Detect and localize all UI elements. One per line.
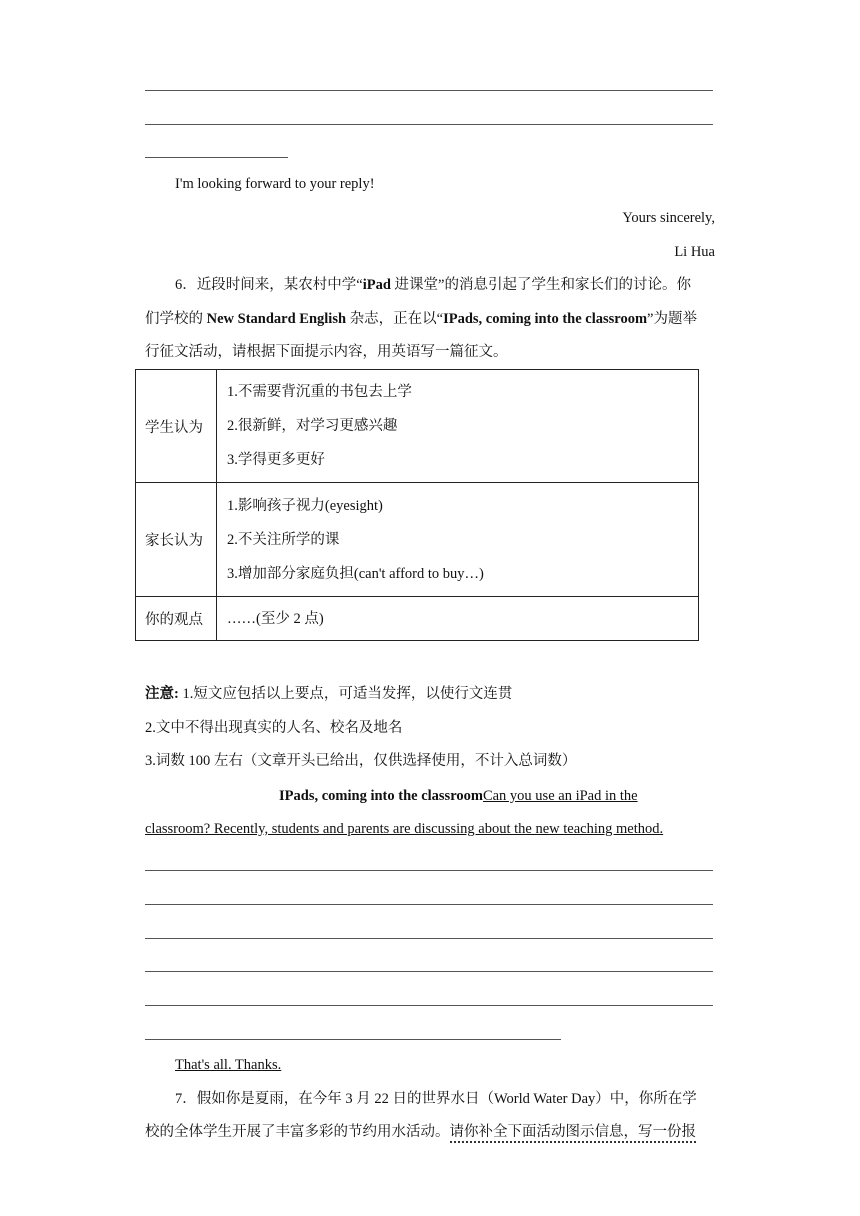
q7-prompt-line2 — [145, 1122, 696, 1142]
row-head: 学生认为 — [136, 370, 217, 483]
list-item: 2.不关注所学的课 — [227, 531, 340, 548]
q7-prompt-line1: 7．假如你是夏雨，在今年 3 月 22 日的世界水日（World Water Day）中，你所在学 — [175, 1091, 697, 1107]
answer-line[interactable] — [145, 90, 713, 91]
answer-line[interactable] — [145, 870, 713, 871]
answer-line[interactable] — [145, 124, 713, 125]
answer-line[interactable] — [145, 1005, 713, 1006]
q6-text: 们学校的 — [145, 311, 207, 327]
notes-line1 — [145, 684, 512, 704]
q6-prompt-line2 — [145, 309, 697, 329]
table-row — [136, 483, 699, 597]
row-content — [217, 483, 699, 597]
notes-label: 注意: — [145, 686, 179, 702]
row-content — [217, 597, 699, 641]
list-item: 1.影响孩子视力(eyesight) — [227, 497, 383, 514]
q6-magazine-name: New Standard English — [206, 311, 347, 327]
opinion-table — [135, 369, 699, 641]
row-head: 家长认为 — [136, 483, 217, 597]
q6-text: 6．近段时间来，某农村中学“ — [175, 277, 363, 293]
q6-text: 杂志，正在以“ — [346, 311, 444, 327]
row-content — [217, 370, 699, 483]
list-item: ……(至少 2 点) — [227, 610, 324, 627]
q6-bold-ipad: iPad — [362, 277, 391, 293]
table-row — [136, 597, 699, 641]
q6-essay-topic: IPads, coming into the classroom — [443, 311, 648, 327]
letter-signature: Li Hua — [674, 244, 715, 260]
essay-opening-cont: classroom? Recently, students and parents are discussing about the new teaching method. — [145, 821, 664, 837]
answer-line[interactable] — [145, 157, 288, 158]
essay-title-line — [279, 786, 638, 806]
q6-prompt-line3: 行征文活动，请根据下面提示内容，用英语写一篇征文。 — [145, 344, 508, 360]
q6-text: 进课堂”的消息引起了学生和家长们的讨论。你 — [390, 277, 691, 293]
notes-line2: 2.文中不得出现真实的人名、校名及地名 — [145, 720, 403, 736]
answer-line[interactable] — [145, 971, 713, 972]
q6-prompt-line1 — [175, 275, 691, 295]
letter-closing-line: I'm looking forward to your reply! — [175, 176, 375, 192]
answer-line[interactable] — [145, 1039, 561, 1040]
q7-text: 校的全体学生开展了丰富多彩的节约用水活动。 — [145, 1124, 450, 1140]
list-item: 3.学得更多更好 — [227, 452, 325, 468]
row-head: 你的观点 — [136, 597, 217, 641]
q7-emphasis-text: 请你补全下面活动图示信息，写一份报 — [450, 1124, 697, 1143]
essay-title: IPads, coming into the classroom — [279, 788, 483, 804]
answer-line[interactable] — [145, 938, 713, 939]
notes-text: 1.短文应包括以上要点，可适当发挥，以使行文连贯 — [178, 686, 513, 702]
list-item: 2.很新鲜，对学习更感兴趣 — [227, 418, 398, 434]
notes-line3: 3.词数 100 左右（文章开头已给出，仅供选择使用，不计入总词数） — [145, 753, 577, 769]
q6-text: ”为题举 — [647, 311, 697, 327]
list-item: 3.增加部分家庭负担(can't afford to buy…) — [227, 565, 484, 582]
essay-ending: That's all. Thanks. — [175, 1057, 282, 1073]
table-row — [136, 370, 699, 483]
list-item: 1.不需要背沉重的书包去上学 — [227, 384, 412, 400]
answer-line[interactable] — [145, 904, 713, 905]
letter-sign-off: Yours sincerely, — [622, 210, 715, 226]
essay-opening: Can you use an iPad in the — [482, 788, 638, 804]
